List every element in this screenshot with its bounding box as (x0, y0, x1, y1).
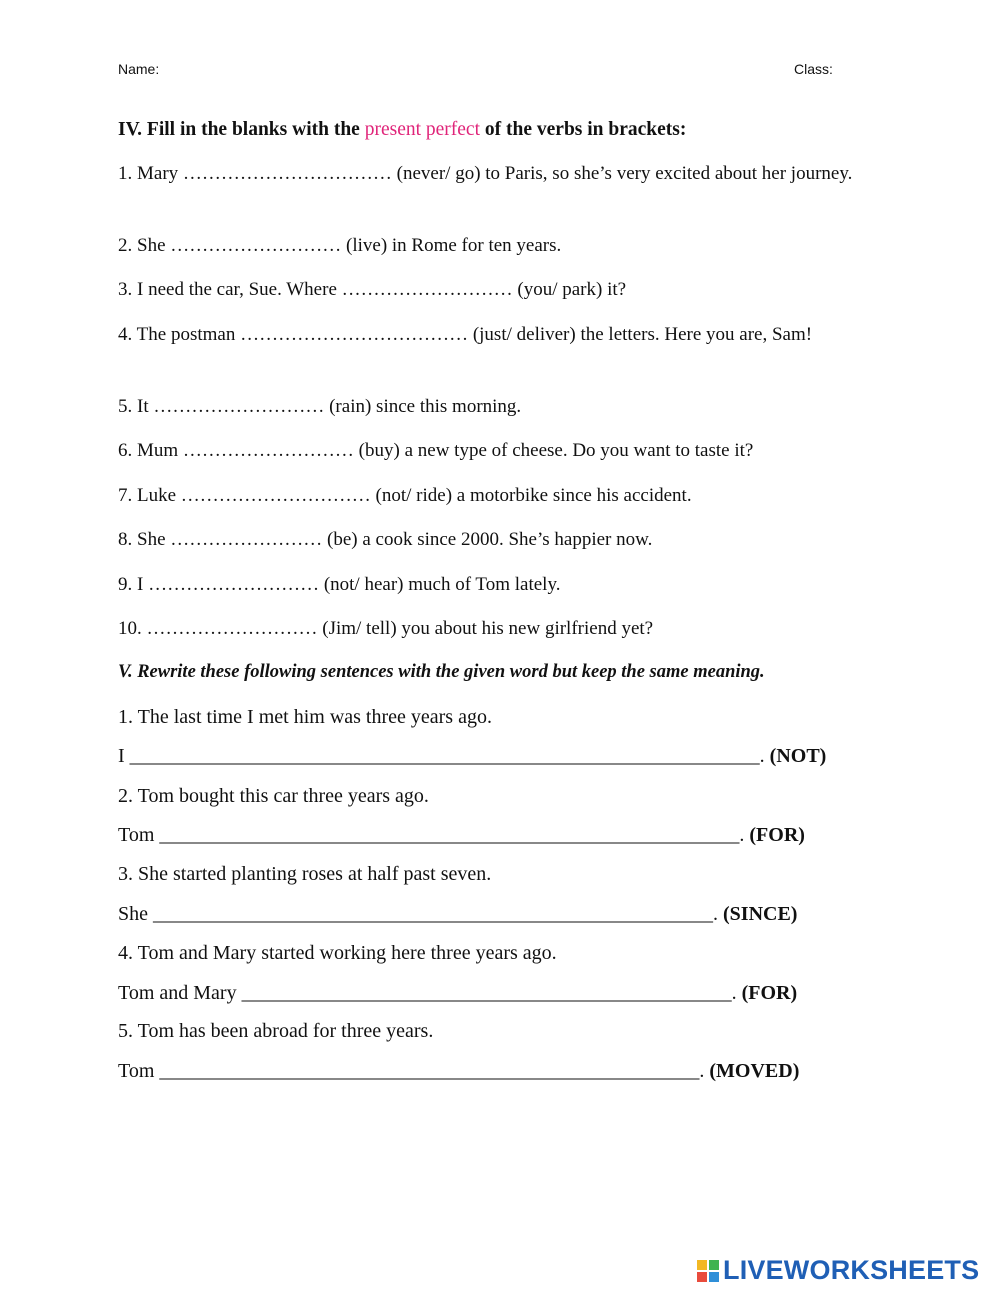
answer-line[interactable]: ______________________________________________________ (159, 1060, 700, 1082)
answer-keyword: (NOT) (769, 745, 827, 767)
answer-period: . (699, 1060, 710, 1082)
rewrite-answer-5 (118, 1060, 799, 1083)
exercise-4-item-1: 1. Mary …………………………… (never/ go) to Paris, so she’s very excited about her journey. (118, 163, 853, 184)
exercise-4-item-3: 3. I need the car, Sue. Where ……………………… (you/ park) it? (118, 279, 627, 300)
exercise-4-item-7: 7. Luke ………………………… (not/ ride) a motorbike since his accident. (118, 485, 692, 506)
answer-line[interactable]: ________________________________________________________ (153, 903, 713, 925)
logo-square (709, 1260, 719, 1270)
answer-period: . (731, 982, 742, 1004)
class-label: Class: (794, 61, 833, 77)
section-5-title: V. Rewrite these following sentences with the given word but keep the same meaning. (118, 662, 765, 682)
liveworksheets-logo (697, 1255, 979, 1286)
answer-prefix: Tom and Mary (118, 982, 242, 1004)
answer-keyword: (FOR) (749, 824, 805, 846)
exercise-4-item-10: 10. ……………………… (Jim/ tell) you about his new girlfriend yet? (118, 618, 654, 639)
exercise-4-item-5: 5. It ……………………… (rain) since this morning. (118, 396, 522, 417)
answer-keyword: (FOR) (741, 982, 798, 1004)
rewrite-sentence-5: 5. Tom has been abroad for three years. (118, 1020, 434, 1042)
rewrite-answer-3 (118, 903, 797, 926)
answer-prefix: Tom (118, 824, 160, 846)
answer-line[interactable]: _______________________________________________________________ (129, 745, 760, 767)
rewrite-answer-4 (118, 982, 797, 1005)
section-4-title-start: IV. Fill in the blanks with the (118, 119, 365, 140)
answer-prefix: Tom (118, 1060, 160, 1082)
answer-line[interactable]: __________________________________________________________ (159, 824, 740, 846)
section-4-title (118, 119, 686, 141)
rewrite-sentence-4: 4. Tom and Mary started working here three years ago. (118, 942, 557, 964)
rewrite-answer-2 (118, 824, 805, 847)
exercise-4-item-8: 8. She …………………… (be) a cook since 2000. She’s happier now. (118, 529, 653, 550)
exercise-4-item-2: 2. She ……………………… (live) in Rome for ten years. (118, 235, 562, 256)
rewrite-answer-1 (118, 745, 826, 768)
section-4-title-end: of the verbs in brackets: (480, 119, 687, 140)
answer-period: . (713, 903, 723, 925)
rewrite-sentence-1: 1. The last time I met him was three years ago. (118, 706, 492, 728)
logo-square (697, 1260, 707, 1270)
answer-prefix: I (118, 745, 130, 767)
answer-line[interactable]: _________________________________________________ (241, 982, 732, 1004)
logo-square (697, 1272, 707, 1282)
answer-period: . (739, 824, 750, 846)
exercise-4-item-4: 4. The postman ……………………………… (just/ deliver) the letters. Here you are, Sam! (118, 324, 813, 345)
rewrite-sentence-2: 2. Tom bought this car three years ago. (118, 785, 429, 807)
answer-keyword: (MOVED) (709, 1060, 800, 1082)
logo-square (709, 1272, 719, 1282)
rewrite-sentence-3: 3. She started planting roses at half past seven. (118, 863, 492, 885)
answer-period: . (759, 745, 770, 767)
answer-keyword: (SINCE) (723, 903, 798, 925)
logo-text: LIVEWORKSHEETS (723, 1255, 980, 1285)
name-label: Name: (118, 61, 160, 77)
section-4-title-highlight: present perfect (364, 119, 481, 140)
exercise-4-item-9: 9. I ……………………… (not/ hear) much of Tom lately. (118, 574, 561, 595)
answer-prefix: She (118, 903, 153, 925)
logo-squares-icon (697, 1260, 719, 1282)
exercise-4-item-6: 6. Mum ……………………… (buy) a new type of cheese. Do you want to taste it? (118, 440, 754, 461)
